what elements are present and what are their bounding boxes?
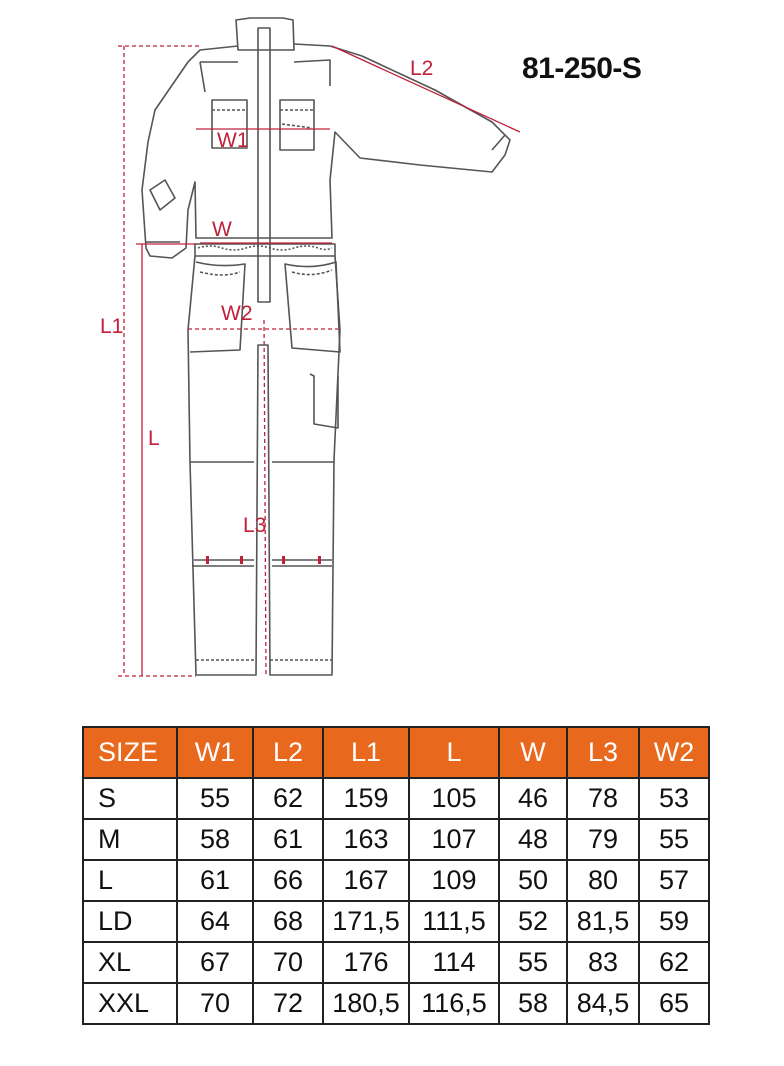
table-row — [83, 983, 709, 1024]
l3-measure-line — [264, 320, 266, 676]
size-cell: S — [83, 778, 177, 819]
measurement-cell: 84,5 — [567, 983, 639, 1024]
knee-tab — [318, 556, 321, 564]
measurement-cell: 58 — [177, 819, 253, 860]
measurement-cell: 61 — [177, 860, 253, 901]
measurement-cell: 50 — [499, 860, 567, 901]
measurement-cell: 171,5 — [323, 901, 409, 942]
model-code: 81-250-S — [522, 52, 642, 85]
measurement-cell: 61 — [253, 819, 323, 860]
front-pocket-right — [285, 262, 340, 352]
column-header: SIZE — [83, 727, 177, 778]
measurement-cell: 65 — [639, 983, 709, 1024]
column-header: L3 — [567, 727, 639, 778]
table-row — [83, 901, 709, 942]
knee-tab — [240, 556, 243, 564]
column-header: L1 — [323, 727, 409, 778]
table-row — [83, 860, 709, 901]
measurement-cell: 62 — [639, 942, 709, 983]
label-w1: W1 — [217, 129, 249, 152]
measurement-cell: 70 — [253, 942, 323, 983]
measurement-cell: 68 — [253, 901, 323, 942]
measurement-cell: 163 — [323, 819, 409, 860]
measurement-cell: 159 — [323, 778, 409, 819]
measurement-cell: 53 — [639, 778, 709, 819]
trousers-outline — [188, 256, 340, 675]
collar-outline — [236, 18, 294, 50]
zipper — [258, 28, 270, 302]
size-cell: LD — [83, 901, 177, 942]
measurement-cell: 70 — [177, 983, 253, 1024]
label-l1: L1 — [100, 315, 124, 338]
measurement-cell: 72 — [253, 983, 323, 1024]
column-header: L2 — [253, 727, 323, 778]
measurement-cell: 79 — [567, 819, 639, 860]
measurement-cell: 58 — [499, 983, 567, 1024]
size-cell: M — [83, 819, 177, 860]
measurement-cell: 78 — [567, 778, 639, 819]
measurement-cell: 67 — [177, 942, 253, 983]
size-cell: XXL — [83, 983, 177, 1024]
table-row — [83, 942, 709, 983]
label-l2: L2 — [410, 57, 434, 80]
l-measure-line — [136, 244, 196, 676]
measurement-cell: 111,5 — [409, 901, 499, 942]
column-header: W1 — [177, 727, 253, 778]
label-w2: W2 — [221, 302, 253, 325]
right-chest-pocket — [280, 100, 314, 150]
knee-panel-right — [272, 462, 334, 566]
label-l3: L3 — [243, 514, 267, 537]
measurement-cell: 66 — [253, 860, 323, 901]
measurement-cell: 46 — [499, 778, 567, 819]
measurement-cell: 107 — [409, 819, 499, 860]
measurement-cell: 59 — [639, 901, 709, 942]
measurement-cell: 48 — [499, 819, 567, 860]
measurement-cell: 176 — [323, 942, 409, 983]
size-cell: XL — [83, 942, 177, 983]
jacket-outline — [142, 44, 510, 258]
size-table — [82, 726, 710, 1025]
measurement-cell: 80 — [567, 860, 639, 901]
waistband-elastic — [198, 246, 332, 250]
label-l: L — [148, 427, 160, 450]
measurement-cell: 55 — [499, 942, 567, 983]
column-header: W — [499, 727, 567, 778]
measurement-cell: 52 — [499, 901, 567, 942]
table-row — [83, 819, 709, 860]
waistband — [195, 244, 335, 256]
table-header-row — [83, 727, 709, 778]
measurement-cell: 109 — [409, 860, 499, 901]
table-row — [83, 778, 709, 819]
measurement-cell: 83 — [567, 942, 639, 983]
column-header: L — [409, 727, 499, 778]
pocket-flap-lines — [212, 110, 314, 128]
size-cell: L — [83, 860, 177, 901]
measurement-cell: 116,5 — [409, 983, 499, 1024]
left-cuff — [146, 135, 505, 242]
measurement-cell: 81,5 — [567, 901, 639, 942]
yoke-seam — [200, 60, 330, 92]
measurement-cell: 105 — [409, 778, 499, 819]
measurement-cell: 114 — [409, 942, 499, 983]
knee-tab — [206, 556, 209, 564]
measurement-cell: 55 — [639, 819, 709, 860]
elbow-patch — [150, 180, 175, 210]
pocket-stitch — [200, 270, 332, 275]
label-w: W — [212, 218, 232, 241]
measurement-cell: 55 — [177, 778, 253, 819]
measurement-cell: 180,5 — [323, 983, 409, 1024]
knee-tab — [282, 556, 285, 564]
measurement-cell: 167 — [323, 860, 409, 901]
measurement-cell: 62 — [253, 778, 323, 819]
thigh-pocket — [310, 374, 338, 428]
column-header: W2 — [639, 727, 709, 778]
measurement-cell: 57 — [639, 860, 709, 901]
measurement-cell: 64 — [177, 901, 253, 942]
